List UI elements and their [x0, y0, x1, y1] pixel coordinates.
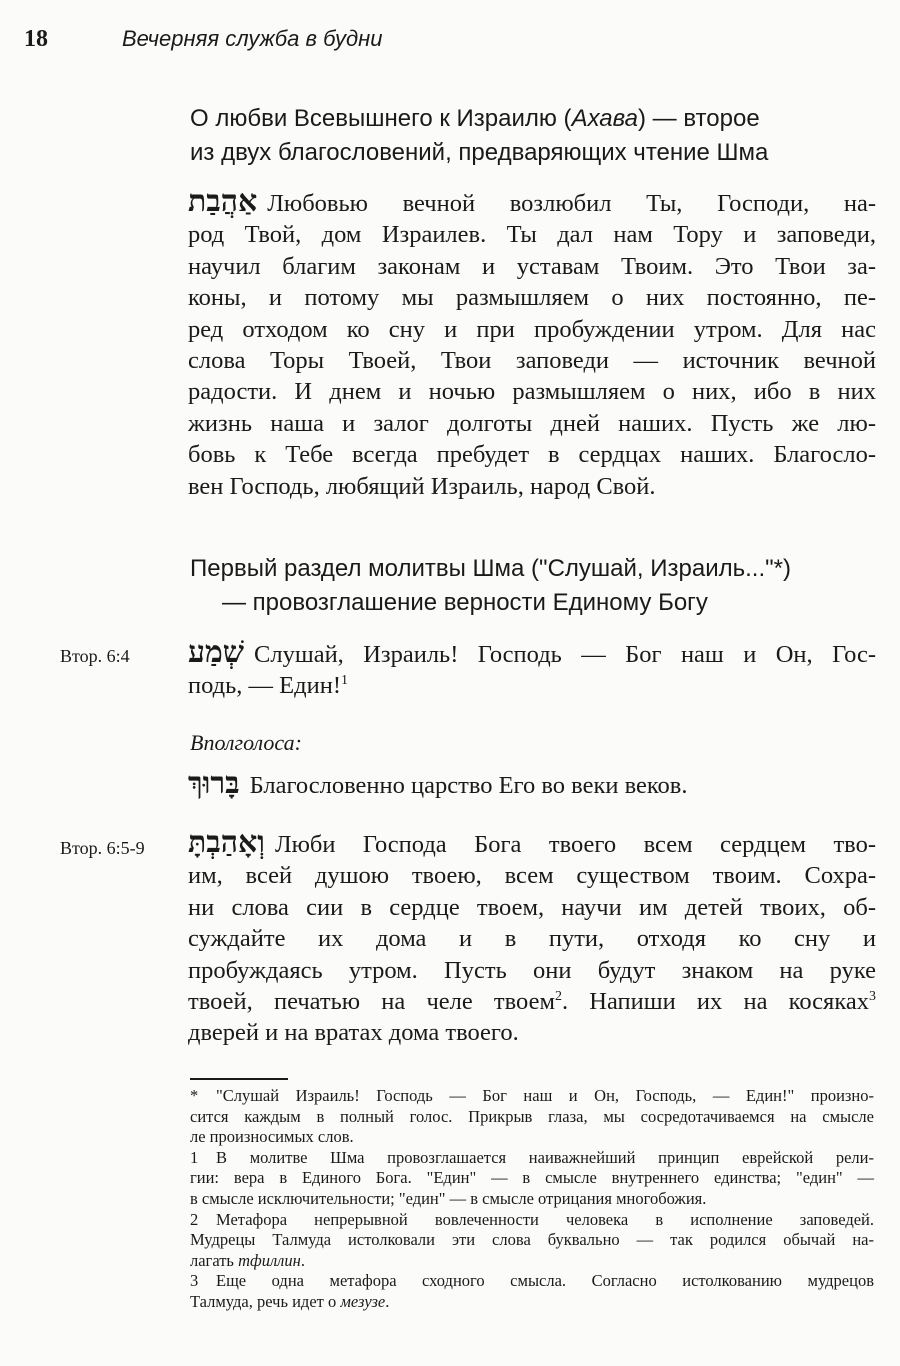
margin-reference: Втор. 6:4 [60, 646, 130, 666]
veahavta-paragraph: וְאָהַבְתָּ Люби Господа Бога твоего всем сердцем тво- им, всей душою твоею, всем существом твоим. Сохра- ни слова сии в сердце твоем, научи им детей твоих, об- суждайте их дома и в пути, отходя ко сну и пробуждаясь утром. Пусть они будут знаком на руке твоей, печатью на челе твоем$^2$. Напиши их на косяках$^3$ дверей и на вратах дома твоего. [188, 825, 876, 1047]
hebrew-word-baruch: בָּרוּךְ [188, 766, 240, 801]
shma-paragraph: שְׁמַע Слушай, Израиль! Господь — Бог наш и Он, Гос- подь, — Един!$^1$ [188, 635, 876, 700]
margin-reference: Втор. 6:5-9 [60, 838, 145, 858]
instruction-label: Вполголоса: [190, 730, 302, 755]
hebrew-word-shma: שְׁמַע [188, 635, 245, 670]
hebrew-word-ahavat: אַהֲבַת [188, 184, 258, 219]
footnote-marker: 2 [554, 989, 562, 1005]
footnote-1: 1 В молитве Шма провозглашается наиважнейший принцип еврейской рели- гии: вера в Единого Бога. "Един" — в смысле внутреннего единства; "един" — в смысле исключительности; "един" — в смысле отрицания многобожия. [190, 1147, 874, 1208]
section-heading-shma: Первый раздел молитвы Шма ("Слушай, Израиль..."*) — провозглашение верности Единому Богу [190, 555, 791, 616]
running-title: Вечерняя служба в будни [122, 26, 383, 51]
footnotes [190, 1086, 874, 1313]
page-number: 18 [24, 26, 48, 52]
footnote-star: * "Слушай Израиль! Господь — Бог наш и Он, Господь, — Един!" произно- сится каждым в полный голос. Прикрыв глаза, мы сосредотачиваемся на смысле ле произносимых слов. [190, 1086, 874, 1147]
ahava-paragraph: אַהֲבַת Любовью вечной возлюбил Ты, Господи, на- род Твой, дом Израилев. Ты дал нам Тору и заповеди, научил благим законам и уставам Твоим. Это Твои за- коны, и потому мы размышляем о них постоянно, пе- ред отходом ко сну и при пробуждении утром. Для нас слова Торы Твоей, Твои заповеди — источник вечной радости. И днем и ночью размышляем о них, ибо в них жизнь наша и залог долготы дней наших. Пусть же лю- бовь к Тебе всегда пребудет в сердцах наших. Благосло- вен Господь, любящий Израиль, народ Свой. [188, 184, 876, 500]
section-heading-ahava: О любви Всевышнего к Израилю (Ахава) — второе из двух благословений, предваряющих чтение Шма [190, 105, 769, 166]
footnote-marker: 1 [340, 673, 348, 689]
footnote-3: 3 Еще одна метафора сходного смысла. Согласно истолкованию мудрецов Талмуда, речь идет о мезузе. [190, 1271, 874, 1311]
footnote-marker: 3 [869, 989, 876, 1005]
footnote-2: 2 Метафора непрерывной вовлеченности человека в исполнение заповедей. Мудрецы Талмуда истолковали эти слова буквально — так родился обычай на- лагать тфиллин. [190, 1209, 874, 1270]
baruch-paragraph: בָּרוּךְ Благословенно царство Его во веки веков. [188, 766, 688, 801]
hebrew-word-veahavta: וְאָהַבְתָּ [188, 825, 265, 860]
footnote-divider [190, 1078, 288, 1080]
